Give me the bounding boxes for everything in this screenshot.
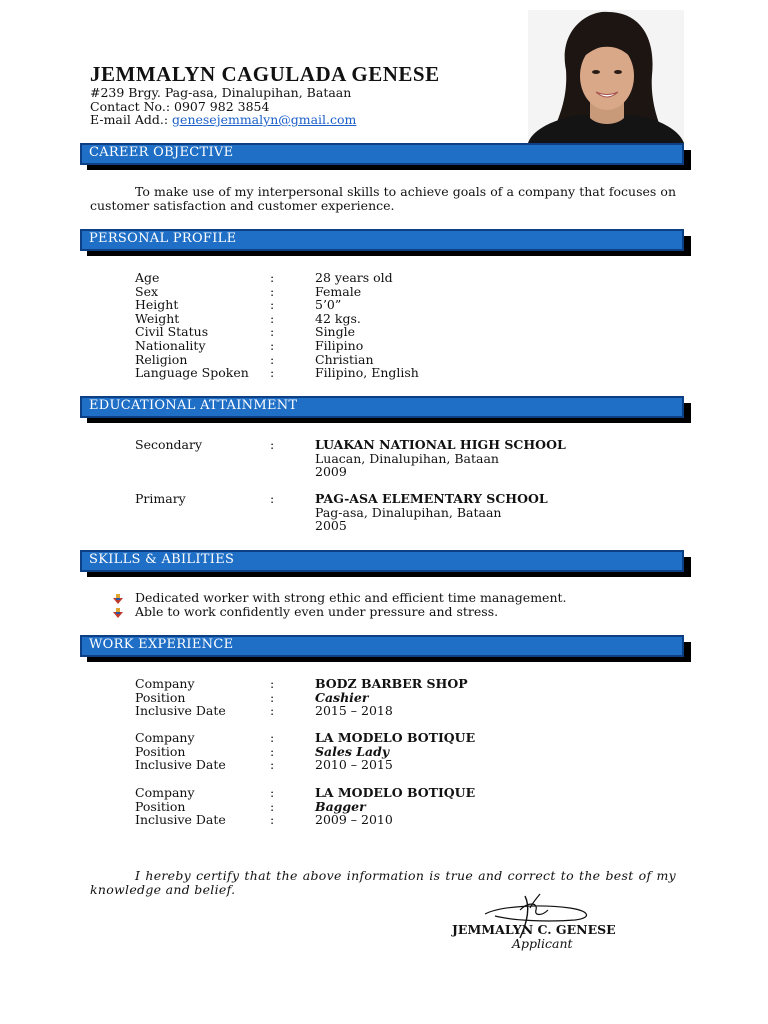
work-label: Inclusive Date <box>135 757 226 773</box>
school-year: 2005 <box>315 518 347 534</box>
profile-value: 42 kgs. <box>315 310 361 326</box>
education-level: Primary <box>135 491 186 506</box>
section-career-objective <box>80 143 684 163</box>
profile-row-sex <box>135 285 695 299</box>
colored-arrow-bullet-icon <box>113 607 123 617</box>
profile-label: Age <box>135 270 160 285</box>
objective-text: To make use of my interpersonal skills to achieve goals of a company that focuses on customer satisfaction and customer experience. <box>90 184 676 213</box>
section-title: PERSONAL PROFILE <box>89 231 237 246</box>
profile-label: Civil Status <box>135 324 209 340</box>
profile-row-age <box>135 271 695 285</box>
profile-value: Female <box>315 283 362 299</box>
profile-value: Single <box>315 324 356 340</box>
profile-value: 28 years old <box>315 270 393 285</box>
work-company-row <box>135 786 695 800</box>
school-name: PAG-ASA ELEMENTARY SCHOOL <box>315 491 548 506</box>
education-secondary-address-row <box>135 452 695 466</box>
signatory-name: JEMMALYN C. GENESE <box>452 922 616 937</box>
email-link[interactable]: genesejemmalyn@gmail.com <box>172 112 357 127</box>
email-line <box>90 113 356 127</box>
colon: : <box>270 324 275 340</box>
profile-value: Filipino, English <box>315 365 419 381</box>
section-title: WORK EXPERIENCE <box>89 637 234 652</box>
position-title: Cashier <box>315 689 369 705</box>
applicant-name: JEMMALYN CAGULADA GENESE <box>90 62 440 86</box>
colon: : <box>270 297 275 313</box>
colon: : <box>270 757 275 773</box>
work-company-row <box>135 677 695 691</box>
school-name: LUAKAN NATIONAL HIGH SCHOOL <box>315 437 566 452</box>
education-primary <box>135 492 695 506</box>
school-address: Pag-asa, Dinalupihan, Bataan <box>315 504 502 520</box>
email-label: E-mail Add.: <box>90 112 173 127</box>
company-name: LA MODELO BOTIQUE <box>315 785 476 800</box>
inclusive-date: 2015 – 2018 <box>315 703 393 719</box>
skill-text: Able to work confidently even under pressure and stress. <box>135 604 499 619</box>
colon: : <box>270 798 275 814</box>
work-label: Company <box>135 730 195 745</box>
education-secondary <box>135 438 695 452</box>
work-date-row <box>135 758 695 772</box>
profile-row-height <box>135 298 695 312</box>
signatory-role: Applicant <box>512 936 573 951</box>
education-level: Secondary <box>135 437 203 452</box>
colon: : <box>270 676 275 691</box>
section-work-experience <box>80 635 684 655</box>
profile-row-language <box>135 366 695 380</box>
section-skills <box>80 550 684 570</box>
colon: : <box>270 351 275 367</box>
colon: : <box>270 689 275 705</box>
inclusive-date: 2009 – 2010 <box>315 812 393 828</box>
education-primary-address-row <box>135 506 695 520</box>
profile-label: Language Spoken <box>135 365 249 381</box>
contact-label: Contact No.: <box>90 99 175 114</box>
colon: : <box>270 730 275 745</box>
section-personal-profile <box>80 229 684 249</box>
colon: : <box>270 270 275 285</box>
colon: : <box>270 491 275 506</box>
section-education <box>80 396 684 416</box>
colon: : <box>270 812 275 828</box>
work-date-row <box>135 813 695 827</box>
work-label: Inclusive Date <box>135 703 226 719</box>
position-title: Bagger <box>315 798 366 814</box>
colon: : <box>270 703 275 719</box>
profile-row-weight <box>135 312 695 326</box>
profile-row-civil-status <box>135 325 695 339</box>
colon: : <box>270 310 275 326</box>
profile-value: Christian <box>315 351 374 367</box>
section-title: EDUCATIONAL ATTAINMENT <box>89 398 298 413</box>
profile-label: Sex <box>135 283 159 299</box>
colon: : <box>270 338 275 353</box>
section-title: SKILLS & ABILITIES <box>89 552 235 567</box>
work-label: Inclusive Date <box>135 812 226 828</box>
colon: : <box>270 365 275 381</box>
school-year: 2009 <box>315 464 347 480</box>
colon: : <box>270 437 275 452</box>
work-company-row <box>135 731 695 745</box>
profile-label: Weight <box>135 310 180 326</box>
work-label: Position <box>135 689 186 705</box>
colon: : <box>270 743 275 759</box>
profile-row-nationality <box>135 339 695 353</box>
position-title: Sales Lady <box>315 743 390 759</box>
profile-value: Filipino <box>315 338 364 353</box>
work-label: Company <box>135 676 195 691</box>
education-secondary-year-row <box>135 465 695 479</box>
school-address: Luacan, Dinalupihan, Bataan <box>315 450 499 466</box>
colon: : <box>270 283 275 299</box>
colon: : <box>270 785 275 800</box>
company-name: BODZ BARBER SHOP <box>315 676 468 691</box>
profile-label: Nationality <box>135 338 206 353</box>
inclusive-date: 2010 – 2015 <box>315 757 393 773</box>
skill-text: Dedicated worker with strong ethic and efficient time management. <box>135 590 567 605</box>
work-label: Position <box>135 798 186 814</box>
section-title: CAREER OBJECTIVE <box>89 145 234 160</box>
address: #239 Brgy. Pag-asa, Dinalupihan, Bataan <box>90 85 352 100</box>
applicant-photo <box>528 10 684 143</box>
company-name: LA MODELO BOTIQUE <box>315 730 476 745</box>
education-primary-year-row <box>135 519 695 533</box>
work-date-row <box>135 704 695 718</box>
colored-arrow-bullet-icon <box>113 593 123 603</box>
certification-text: I hereby certify that the above information is true and correct to the best of my knowledge and belief. <box>90 868 676 897</box>
work-label: Company <box>135 785 195 800</box>
work-label: Position <box>135 743 186 759</box>
profile-label: Religion <box>135 351 188 367</box>
profile-label: Height <box>135 297 179 313</box>
contact-number: 0907 982 3854 <box>174 99 270 114</box>
profile-value: 5’0” <box>315 297 342 313</box>
